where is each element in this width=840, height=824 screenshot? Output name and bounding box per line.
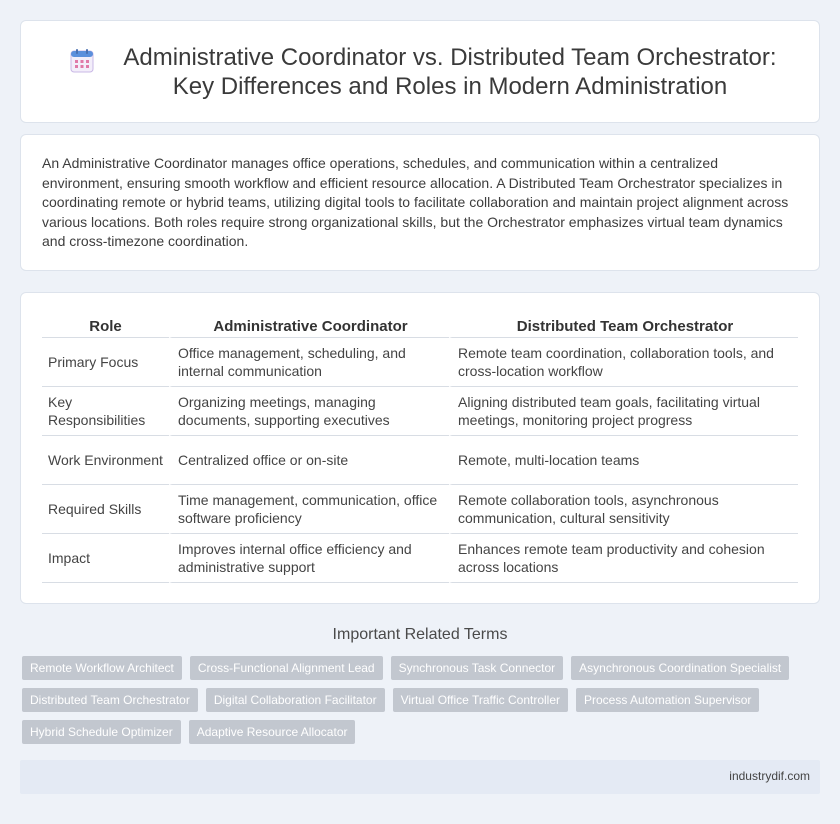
table-row [42,485,798,534]
cell-orchestrator: Remote team coordination, collaboration tools, and cross-location workflow [449,338,798,387]
intro-card [20,134,820,271]
table-header-row [42,316,798,338]
table-row [42,387,798,436]
comparison-table [42,316,798,583]
footer [20,760,820,794]
row-label: Primary Focus [42,338,169,387]
related-term-tag[interactable]: Cross-Functional Alignment Lead [190,656,383,680]
row-label: Work Environment [42,436,169,485]
cell-coordinator: Office management, scheduling, and internal communication [169,338,449,387]
header-administrative-coordinator: Administrative Coordinator [169,316,449,338]
calendar-icon [69,48,95,74]
cell-orchestrator: Enhances remote team productivity and cohesion across locations [449,534,798,583]
related-term-tag[interactable]: Synchronous Task Connector [391,656,564,680]
cell-orchestrator: Remote, multi-location teams [449,436,798,485]
cell-orchestrator: Remote collaboration tools, asynchronous communication, cultural sensitivity [449,485,798,534]
related-term-tag[interactable]: Virtual Office Traffic Controller [393,688,568,712]
cell-coordinator: Time management, communication, office software proficiency [169,485,449,534]
cell-coordinator: Centralized office or on-site [169,436,449,485]
related-term-tag[interactable]: Process Automation Supervisor [576,688,759,712]
row-label: Impact [42,534,169,583]
related-term-tag[interactable]: Hybrid Schedule Optimizer [22,720,181,744]
related-terms-tags [22,656,802,744]
table-row [42,338,798,387]
related-term-tag[interactable]: Adaptive Resource Allocator [189,720,356,744]
page-title: Administrative Coordinator vs. Distributed Team Orchestrator: Key Differences and Roles in Modern Administration [123,44,777,100]
cell-coordinator: Organizing meetings, managing documents, supporting executives [169,387,449,436]
related-term-tag[interactable]: Asynchronous Coordination Specialist [571,656,789,680]
comparison-card [20,292,820,604]
row-label: Key Responsibilities [42,387,169,436]
related-term-tag[interactable]: Remote Workflow Architect [22,656,182,680]
cell-orchestrator: Aligning distributed team goals, facilitating virtual meetings, monitoring project progress [449,387,798,436]
related-terms-title: Important Related Terms [332,626,508,643]
intro-paragraph: An Administrative Coordinator manages office operations, schedules, and communication within a centralized environment, ensuring smooth workflow and efficient resource allocation. A Distributed Team Orchestrator specializes in coordinating remote or hybrid teams, utilizing digital tools to facilitate collaboration and maintain project alignment across various locations. Both roles require strong organizational skills, but the Orchestrator emphasizes virtual team dynamics and cross-timezone coordination. [42,155,789,249]
header-role: Role [42,316,169,338]
row-label: Required Skills [42,485,169,534]
cell-coordinator: Improves internal office efficiency and administrative support [169,534,449,583]
related-term-tag[interactable]: Distributed Team Orchestrator [22,688,198,712]
footer-site-link[interactable]: industrydif.com [729,769,810,783]
table-row [42,534,798,583]
title-card [20,20,820,123]
related-term-tag[interactable]: Digital Collaboration Facilitator [206,688,385,712]
header-distributed-team-orchestrator: Distributed Team Orchestrator [449,316,798,338]
table-row [42,436,798,485]
